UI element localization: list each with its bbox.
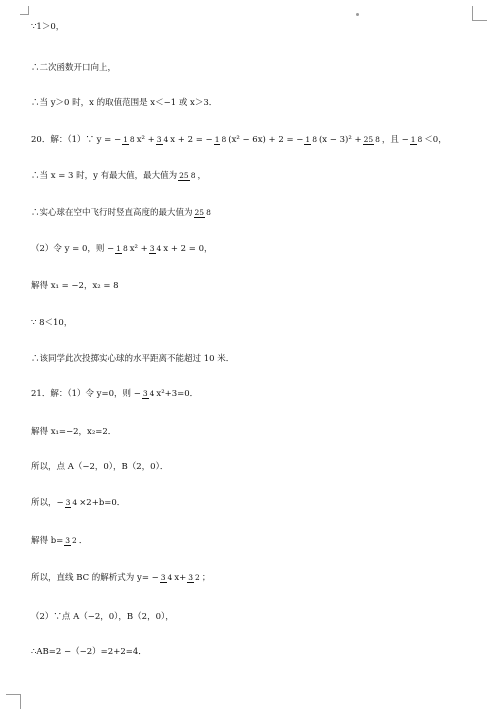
line-8: 解得 x₁ = −2，x₂ = 8 [31, 281, 119, 291]
line-10: ∴该同学此次投掷实心球的水平距离不能超过 10 米． [31, 354, 235, 364]
line-16: 所以，直线 BC 的解析式为 y= − 3 4 x+ 3 2 ； [31, 572, 211, 583]
fraction: 1 8 [214, 134, 227, 144]
fraction: 3 4 [149, 243, 162, 253]
line-15: 解得 b= 3 2 ． [31, 535, 88, 546]
line-6: ∴实心球在空中飞行时竖直高度的最大值为 25 8 [31, 207, 211, 218]
fraction: 1 8 [410, 134, 423, 144]
line-7: （2）令 y = 0，则 − 1 8 x² + 3 4 x + 2 = 0， [31, 243, 213, 254]
line-14: 所以，− 3 4 ×2+b=0． [31, 497, 126, 508]
margin-corner-mark [472, 6, 487, 21]
fraction: 3 2 [188, 572, 200, 582]
line-18: ∴AB=2 −（−2）=2+2=4． [31, 647, 147, 657]
margin-corner-mark [20, 6, 29, 15]
fraction: 25 8 [179, 170, 196, 180]
line-11: 21．解：（1）令 y=0，则 − 3 4 x²+3=0． [31, 388, 199, 399]
fraction: 1 8 [305, 134, 317, 144]
line-17: （2）∵点 A（−2，0），B（2，0）， [31, 612, 174, 622]
fraction: 3 2 [65, 535, 77, 545]
fraction: 3 4 [65, 497, 78, 507]
fraction: 3 4 [156, 134, 169, 144]
line-3: ∴当 y＞0 时，x 的取值范围是 x＜−1 或 x＞3． [31, 98, 218, 108]
line-1: ∵1＞0， [31, 22, 65, 32]
line-5: ∴当 x = 3 时，y 有最大值，最大值为 25 8 ， [31, 170, 206, 181]
line-9: ∵ 8＜10， [31, 318, 73, 328]
line-12: 解得 x₁=−2，x₂=2． [31, 427, 117, 437]
fraction: 1 8 [116, 243, 128, 253]
fraction: 25 8 [363, 134, 380, 144]
line-13: 所以，点 A（−2，0），B（2，0）． [31, 462, 169, 472]
fraction: 25 8 [194, 207, 211, 217]
fraction: 3 4 [142, 388, 155, 398]
fraction: 1 8 [123, 134, 135, 144]
line-2: ∴二次函数开口向上， [31, 63, 117, 73]
scan-dot [356, 13, 359, 16]
margin-corner-mark [6, 694, 21, 709]
line-4-equation: 20．解：（1）∵ y = − 1 8 x² + 3 4 x + 2 = − 1 8 (x² − 6x) + 2 = − 1 8 (x − 3)² + 25 8 ，且 − 1 8 ＜0， [31, 134, 447, 145]
fraction: 3 4 [160, 572, 173, 582]
